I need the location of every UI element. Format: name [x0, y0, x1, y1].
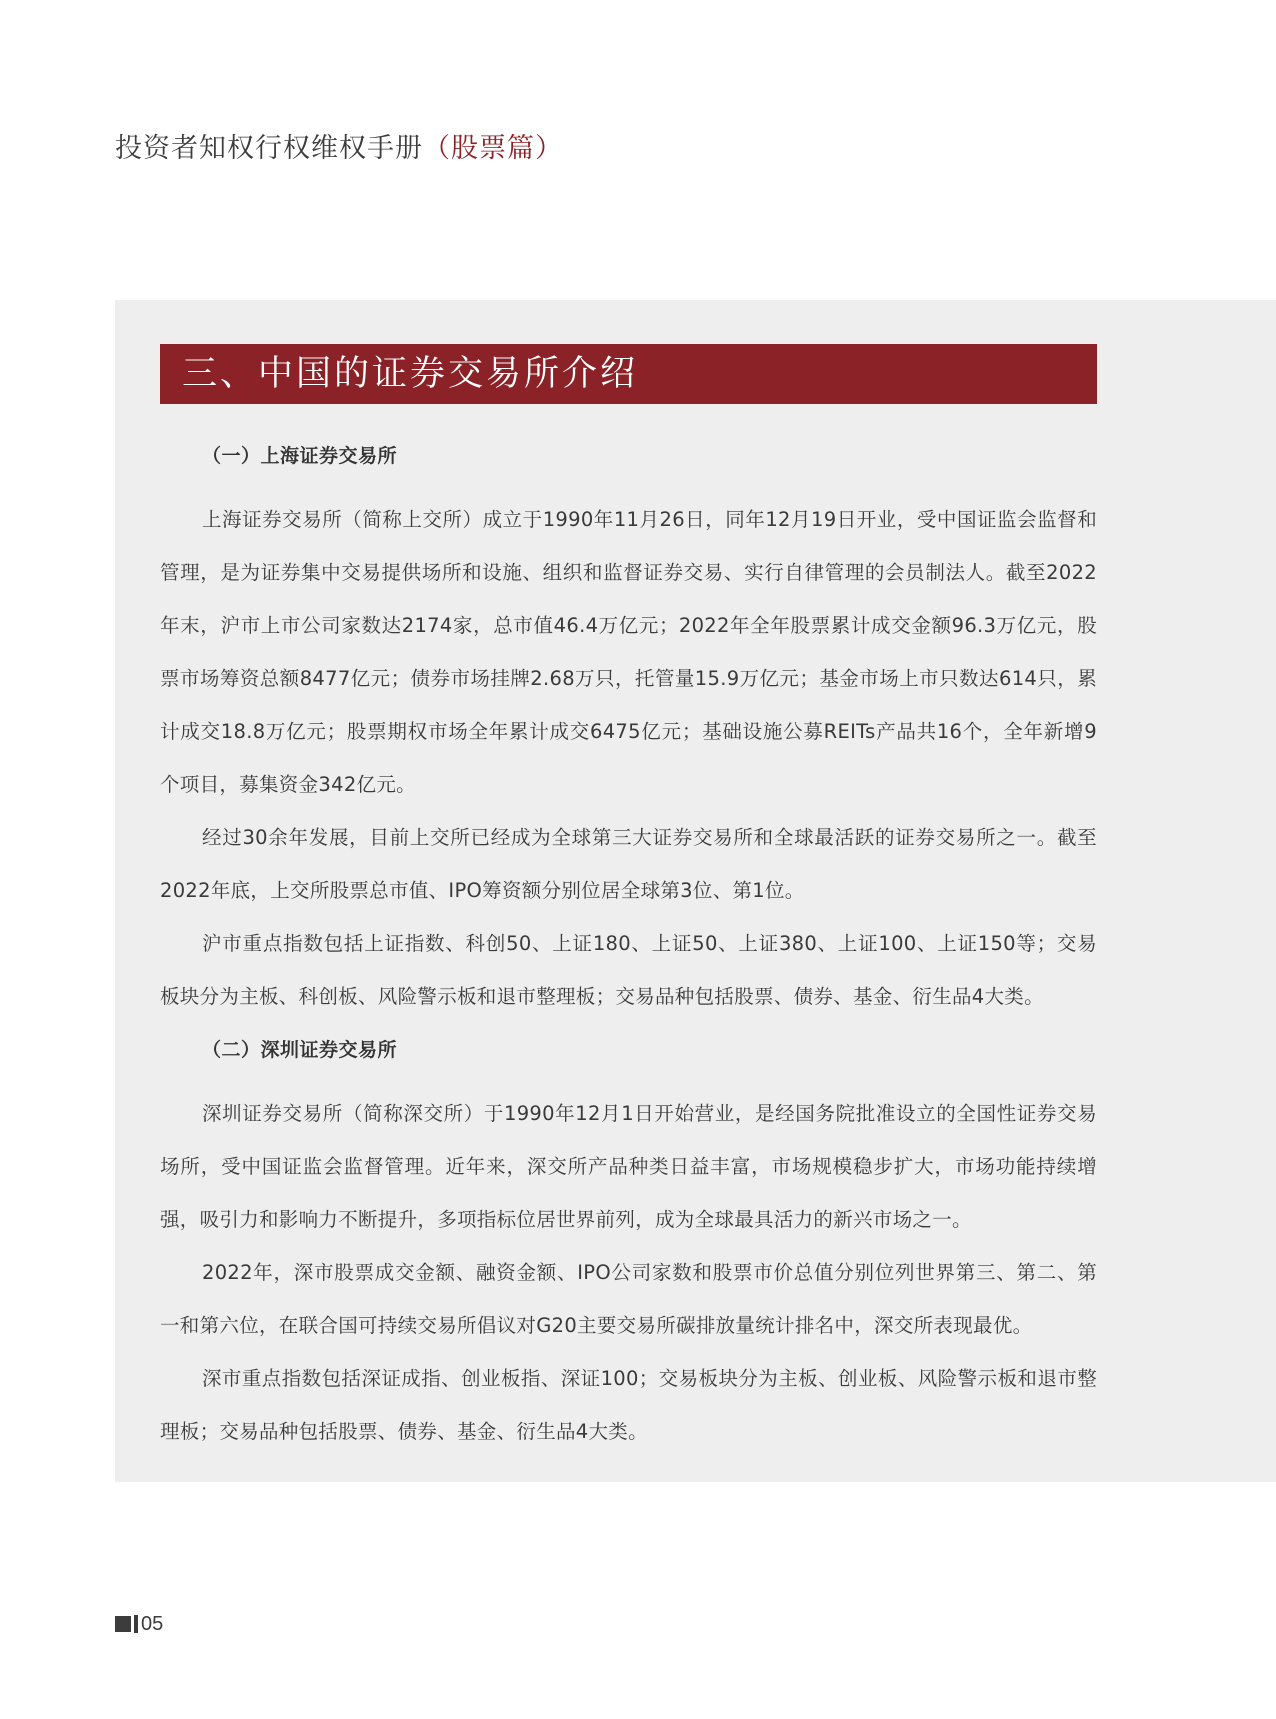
section-title-bar	[160, 344, 1097, 404]
shenzhen-paragraph-overview: 深圳证券交易所（简称深交所）于1990年12月1日开始营业，是经国务院批准设立的全国性证券交易场所，受中国证监会监督管理。近年来，深交所产品种类日益丰富，市场规模稳步扩大，市场功能持续增强，吸引力和影响力不断提升，多项指标位居世界前列，成为全球最具活力的新兴市场之一。	[160, 1102, 1097, 1231]
shenzhen-paragraph-indices: 深市重点指数包括深证成指、创业板指、深证100；交易板块分为主板、创业板、风险警示板和退市整理板；交易品种包括股票、债券、基金、衍生品4大类。	[160, 1367, 1097, 1443]
shanghai-paragraph-indices: 沪市重点指数包括上证指数、科创50、上证180、上证50、上证380、上证100、上证150等；交易板块分为主板、科创板、风险警示板和退市整理板；交易品种包括股票、债券、基金、衍生品4大类。	[160, 932, 1097, 1008]
shenzhen-heading: （二）深圳证券交易所	[202, 1039, 398, 1061]
page-footer	[115, 1613, 163, 1635]
footer-square-mark	[115, 1616, 131, 1632]
footer-bar-mark	[134, 1615, 138, 1633]
content-panel	[115, 300, 1276, 1482]
running-header	[115, 126, 563, 165]
shanghai-heading: （一）上海证券交易所	[202, 445, 398, 467]
shanghai-paragraph-overview: 上海证券交易所（简称上交所）成立于1990年11月26日，同年12月19日开业，受中国证监会监督和管理，是为证券集中交易提供场所和设施、组织和监督证券交易、实行自律管理的会员制法人。截至2022年末，沪市上市公司家数达2174家，总市值46.4万亿元；2022年全年股票累计成交金额96.3万亿元，股票市场筹资总额8477亿元；债券市场挂牌2.68万只，托管量15.9万亿元；基金市场上市只数达614只，累计成交18.8万亿元；股票期权市场全年累计成交6475亿元；基础设施公募REITs产品共16个，全年新增9个项目，募集资金342亿元。	[160, 508, 1097, 796]
shenzhen-paragraph-rankings: 2022年，深市股票成交金额、融资金额、IPO公司家数和股票市价总值分别位列世界第三、第二、第一和第六位，在联合国可持续交易所倡议对G20主要交易所碳排放量统计排名中，深交所表现最优。	[160, 1261, 1097, 1337]
page-number: 05	[141, 1612, 164, 1635]
article-body	[160, 443, 1097, 1458]
handbook-title: 投资者知权行权维权手册	[115, 133, 423, 164]
shanghai-paragraph-development: 经过30余年发展，目前上交所已经成为全球第三大证券交易所和全球最活跃的证券交易所之一。截至2022年底，上交所股票总市值、IPO筹资额分别位居全球第3位、第1位。	[160, 826, 1097, 902]
handbook-subtitle: （股票篇）	[423, 133, 563, 164]
section-title: 三、中国的证券交易所介绍	[182, 354, 639, 394]
